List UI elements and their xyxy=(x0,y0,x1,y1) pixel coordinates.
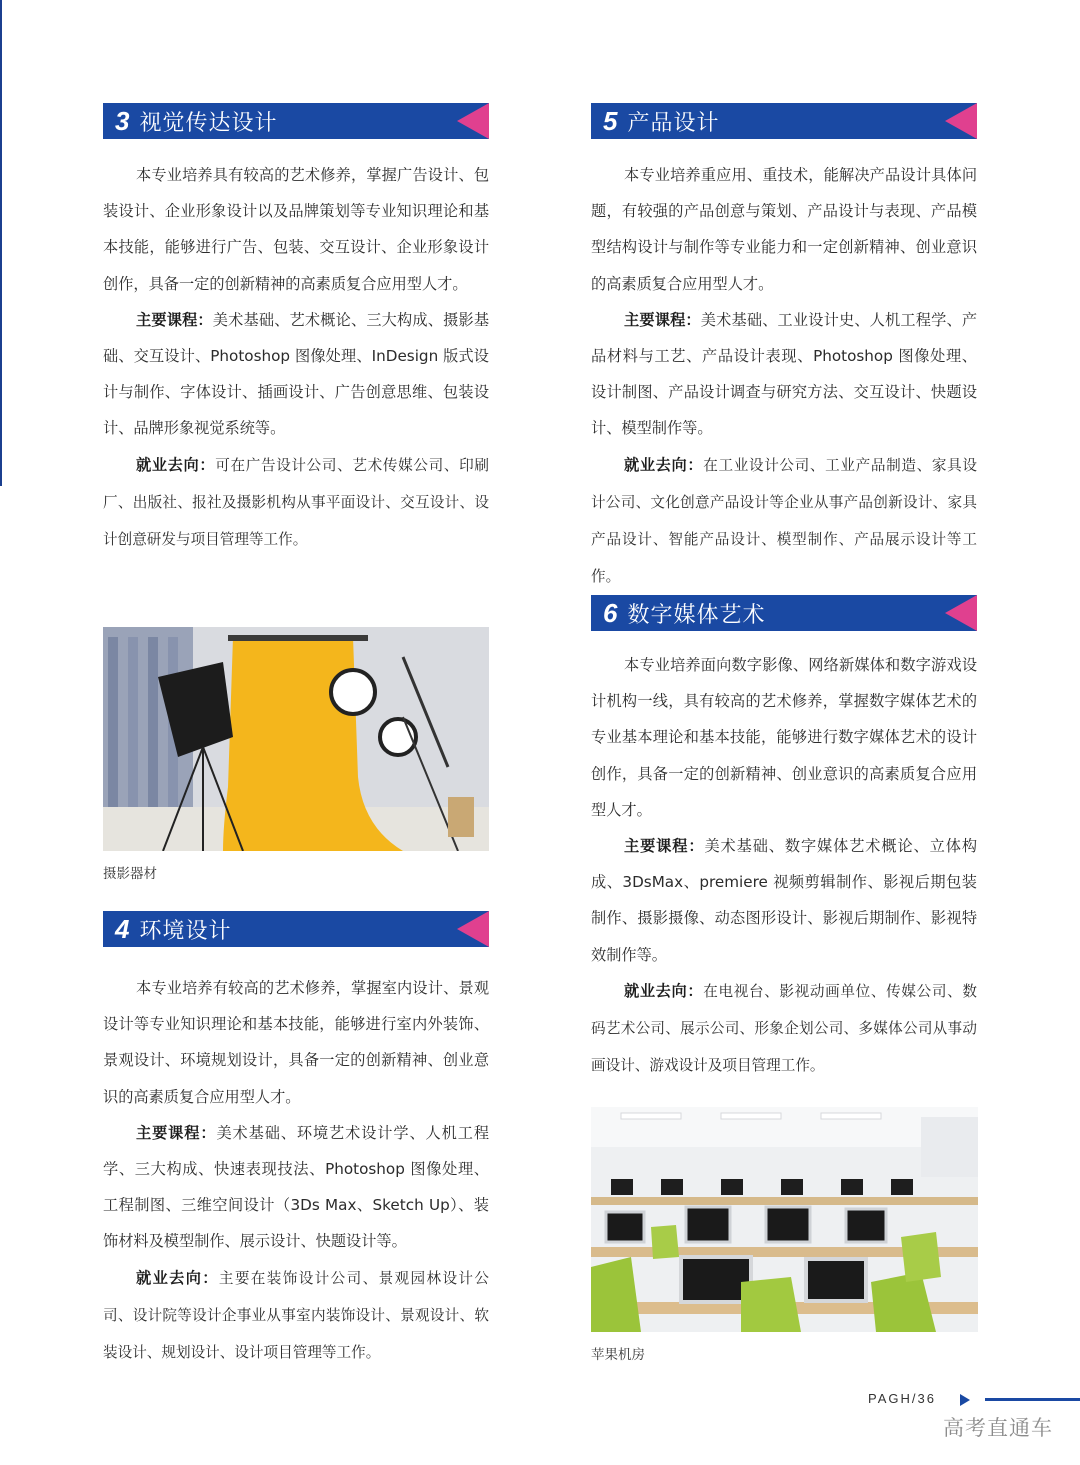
courses-label: 主要课程： xyxy=(624,310,701,329)
courses-label: 主要课程： xyxy=(136,310,213,329)
studio-illustration xyxy=(103,627,489,851)
photo-caption: 摄影器材 xyxy=(103,866,157,882)
section-header-environment-design xyxy=(103,911,489,947)
courses-paragraph xyxy=(591,302,977,447)
section-header-visual-communication xyxy=(103,103,489,139)
jobs-paragraph xyxy=(591,447,977,596)
jobs-paragraph xyxy=(103,447,489,559)
left-edge-bar xyxy=(0,0,2,486)
courses-paragraph xyxy=(103,1115,489,1260)
jobs-label: 就业去向： xyxy=(136,455,216,474)
photo-studio-equipment xyxy=(103,627,489,851)
courses-paragraph xyxy=(591,828,977,973)
jobs-text: 主要在装饰设计公司、景观园林设计公司、设计院等设计企事业从事室内装饰设计、景观设计、软装设计、规划设计、设计项目管理等工作。 xyxy=(103,1269,489,1362)
section-header-product-design xyxy=(591,103,977,139)
jobs-text: 可在广告设计公司、艺术传媒公司、印刷厂、出版社、报社及摄影机构从事平面设计、交互设计、设计创意研发与项目管理等工作。 xyxy=(103,456,489,549)
section-body-product-design xyxy=(591,157,977,595)
section-number: 3 xyxy=(115,105,130,136)
jobs-text: 在工业设计公司、工业产品制造、家具设计公司、文化创意产品设计等企业从事产品创新设计、家具产品设计、智能产品设计、模型制作、产品展示设计等工作。 xyxy=(591,456,977,586)
courses-text: 美术基础、环境艺术设计学、人机工程学、三大构成、快速表现技法、Photoshop 图像处理、工程制图、三维空间设计（3Ds Max、Sketch Up）、装饰材料及模型制作、展示设计、快题设计等。 xyxy=(103,1123,490,1251)
courses-label: 主要课程： xyxy=(136,1123,217,1142)
jobs-label: 就业去向： xyxy=(136,1268,219,1287)
intro-paragraph: 本专业培养具有较高的艺术修养，掌握广告设计、包装设计、企业形象设计以及品牌策划等专业知识理论和基本技能，能够进行广告、包装、交互设计、企业形象设计创作，具备一定的创新精神的高素质复合应用型人才。 xyxy=(103,166,489,293)
jobs-text: 在电视台、影视动画单位、传媒公司、数码艺术公司、展示公司、形象企划公司、多媒体公司从事动画设计、游戏设计及项目管理工作。 xyxy=(591,982,977,1075)
section-number: 5 xyxy=(603,105,618,136)
jobs-paragraph xyxy=(591,973,977,1085)
photo-caption: 苹果机房 xyxy=(591,1347,645,1363)
pink-triangle-decoration xyxy=(945,595,977,631)
computer-lab-illustration xyxy=(591,1107,978,1332)
section-title: 视觉传达设计 xyxy=(139,110,278,136)
courses-text: 美术基础、数字媒体艺术概论、立体构成、3DsMax、premiere 视频剪辑制作、影视后期包装制作、摄影摄像、动态图形设计、影视后期制作、影视特效制作等。 xyxy=(591,837,978,964)
courses-text: 美术基础、工业设计史、人机工程学、产品材料与工艺、产品设计表现、Photoshop 图像处理、设计制图、产品设计调查与研究方法、交互设计、快题设计、模型制作等。 xyxy=(591,310,978,438)
watermark-text: 高考直通车 xyxy=(943,1416,1053,1440)
intro-paragraph: 本专业培养重应用、重技术，能解决产品设计具体问题，有较强的产品创意与策划、产品设计与表现、产品模型结构设计与制作等专业能力和一定创新精神、创业意识的高素质复合应用型人才。 xyxy=(591,166,977,293)
section-number: 6 xyxy=(603,597,618,628)
intro-paragraph: 本专业培养面向数字影像、网络新媒体和数字游戏设计机构一线，具有较高的艺术修养，掌握数字媒体艺术的专业基本理论和基本技能，能够进行数字媒体艺术的设计创作，具备一定的创新精神、创业意识的高素质复合应用型人才。 xyxy=(591,656,977,819)
courses-paragraph xyxy=(103,302,489,447)
pink-triangle-decoration xyxy=(457,911,489,947)
section-title: 产品设计 xyxy=(627,110,720,136)
jobs-label: 就业去向： xyxy=(624,455,704,474)
section-header-digital-media-art xyxy=(591,595,977,631)
photo-mac-lab xyxy=(591,1107,978,1332)
courses-label: 主要课程： xyxy=(624,837,705,856)
section-number: 4 xyxy=(115,913,130,944)
section-body-digital-media-art xyxy=(591,647,977,1084)
section-title: 环境设计 xyxy=(139,918,232,944)
play-arrow-icon xyxy=(960,1394,970,1406)
jobs-label: 就业去向： xyxy=(624,981,704,1000)
courses-text: 美术基础、艺术概论、三大构成、摄影基础、交互设计、Photoshop 图像处理、InDesign 版式设计与制作、字体设计、插画设计、广告创意思维、包装设计、品牌形象视觉系统等。 xyxy=(103,310,490,438)
section-title: 数字媒体艺术 xyxy=(627,602,766,628)
page-number: PAGH/36 xyxy=(868,1391,936,1406)
section-body-visual-communication xyxy=(103,157,489,558)
intro-paragraph: 本专业培养有较高的艺术修养，掌握室内设计、景观设计等专业知识理论和基本技能，能够进行室内外装饰、景观设计、环境规划设计，具备一定的创新精神、创业意识的高素质复合应用型人才。 xyxy=(103,979,489,1106)
jobs-paragraph xyxy=(103,1260,489,1372)
pink-triangle-decoration xyxy=(457,103,489,139)
pink-triangle-decoration xyxy=(945,103,977,139)
footer-rule xyxy=(985,1398,1080,1401)
section-body-environment-design xyxy=(103,970,489,1371)
